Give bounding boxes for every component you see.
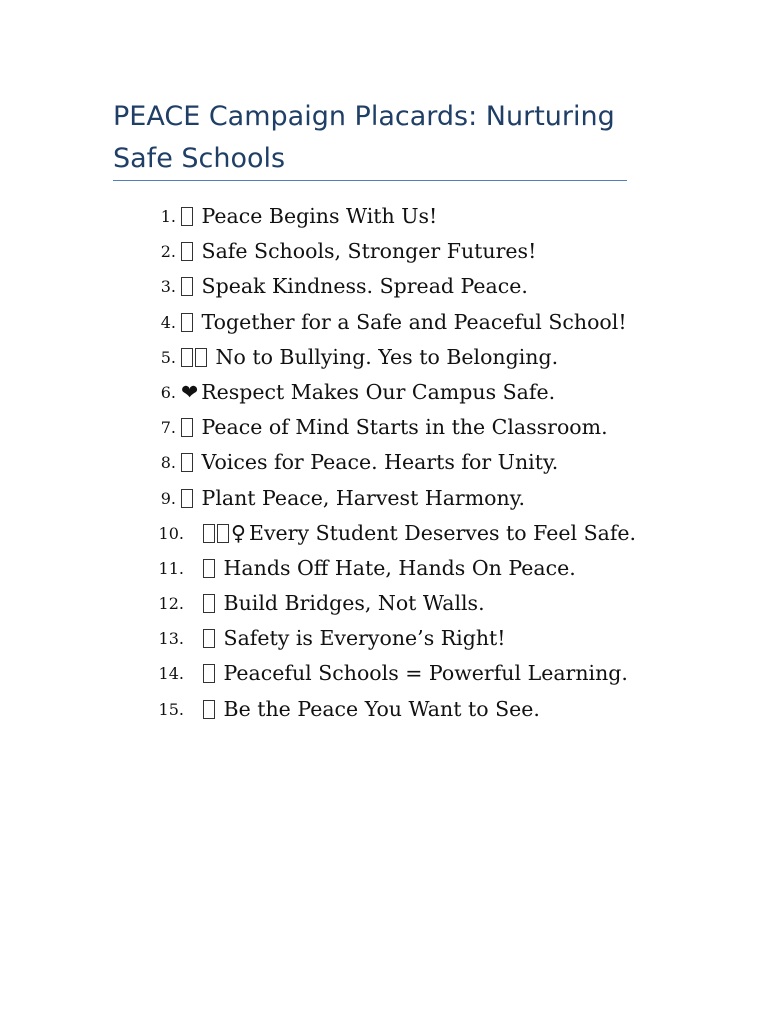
placard-text: No to Bullying. Yes to Belonging. bbox=[215, 344, 559, 369]
placard-content bbox=[203, 586, 485, 621]
placard-text: Together for a Safe and Peaceful School! bbox=[201, 309, 627, 334]
placard-text: Peace Begins With Us! bbox=[201, 204, 438, 228]
placard-number: 15. bbox=[158, 699, 184, 719]
placard-content bbox=[203, 621, 506, 656]
placard-content bbox=[181, 269, 528, 304]
missing-glyph-icon bbox=[181, 453, 193, 472]
heart-icon: ❤ bbox=[181, 379, 199, 404]
placard-content bbox=[181, 199, 437, 234]
missing-glyph-icon bbox=[181, 277, 193, 296]
missing-glyph-icon bbox=[181, 242, 193, 261]
placard-number: 10. bbox=[158, 523, 184, 543]
placard-number: 4. bbox=[160, 312, 176, 332]
missing-glyph-icon bbox=[203, 629, 215, 648]
placard-content bbox=[181, 375, 555, 410]
placard-number: 13. bbox=[158, 629, 184, 649]
missing-glyph-icon bbox=[203, 524, 215, 543]
placard-number: 8. bbox=[160, 453, 176, 473]
placard-number: 2. bbox=[160, 242, 176, 262]
missing-glyph-icon bbox=[203, 664, 215, 683]
missing-glyph-icon bbox=[181, 489, 193, 508]
missing-glyph-icon bbox=[203, 559, 215, 578]
female-sign-icon: ♀ bbox=[231, 520, 246, 545]
placard-text: Safety is Everyone’s Right! bbox=[223, 626, 506, 651]
placard-number: 6. bbox=[160, 382, 176, 402]
missing-glyph-icon bbox=[195, 348, 207, 367]
placard-content bbox=[181, 410, 608, 445]
placard-number: 12. bbox=[158, 594, 184, 614]
document-title: PEACE Campaign Placards: Nurturing Safe Schools bbox=[113, 101, 615, 174]
placard-content bbox=[181, 340, 558, 375]
missing-glyph-icon bbox=[181, 348, 193, 367]
placard-number: 1. bbox=[160, 207, 176, 226]
missing-glyph-icon bbox=[217, 524, 229, 543]
placard-content bbox=[181, 481, 525, 516]
placard-content bbox=[181, 305, 627, 340]
placard-number: 14. bbox=[158, 664, 184, 684]
missing-glyph-icon bbox=[181, 207, 193, 226]
missing-glyph-icon bbox=[203, 700, 215, 719]
placard-content bbox=[181, 234, 536, 269]
placard-text: Peaceful Schools = Powerful Learning. bbox=[223, 661, 628, 686]
placard-text: Respect Makes Our Campus Safe. bbox=[201, 379, 556, 404]
placard-content bbox=[203, 516, 636, 551]
placard-number: 11. bbox=[158, 558, 184, 578]
placard-text: Every Student Deserves to Feel Safe. bbox=[249, 520, 637, 545]
placard-content bbox=[203, 692, 540, 727]
placard-content bbox=[181, 445, 558, 480]
title-underline bbox=[113, 180, 627, 181]
missing-glyph-icon bbox=[203, 594, 215, 613]
placard-text: Build Bridges, Not Walls. bbox=[223, 591, 485, 616]
missing-glyph-icon bbox=[181, 418, 193, 437]
missing-glyph-icon bbox=[181, 313, 193, 332]
placard-text: Be the Peace You Want to See. bbox=[223, 696, 540, 721]
placard-number: 9. bbox=[160, 488, 176, 508]
placard-number: 7. bbox=[160, 418, 176, 438]
placard-text: Speak Kindness. Spread Peace. bbox=[201, 274, 528, 299]
placard-text: Plant Peace, Harvest Harmony. bbox=[201, 485, 526, 510]
placard-text: Voices for Peace. Hearts for Unity. bbox=[201, 450, 559, 475]
placard-text: Peace of Mind Starts in the Classroom. bbox=[201, 415, 608, 440]
placard-number: 5. bbox=[160, 347, 176, 367]
placard-number: 3. bbox=[160, 277, 176, 297]
placard-text: Safe Schools, Stronger Futures! bbox=[201, 239, 537, 264]
placard-content bbox=[203, 551, 576, 586]
placard-content bbox=[203, 656, 628, 691]
placard-text: Hands Off Hate, Hands On Peace. bbox=[223, 555, 576, 580]
